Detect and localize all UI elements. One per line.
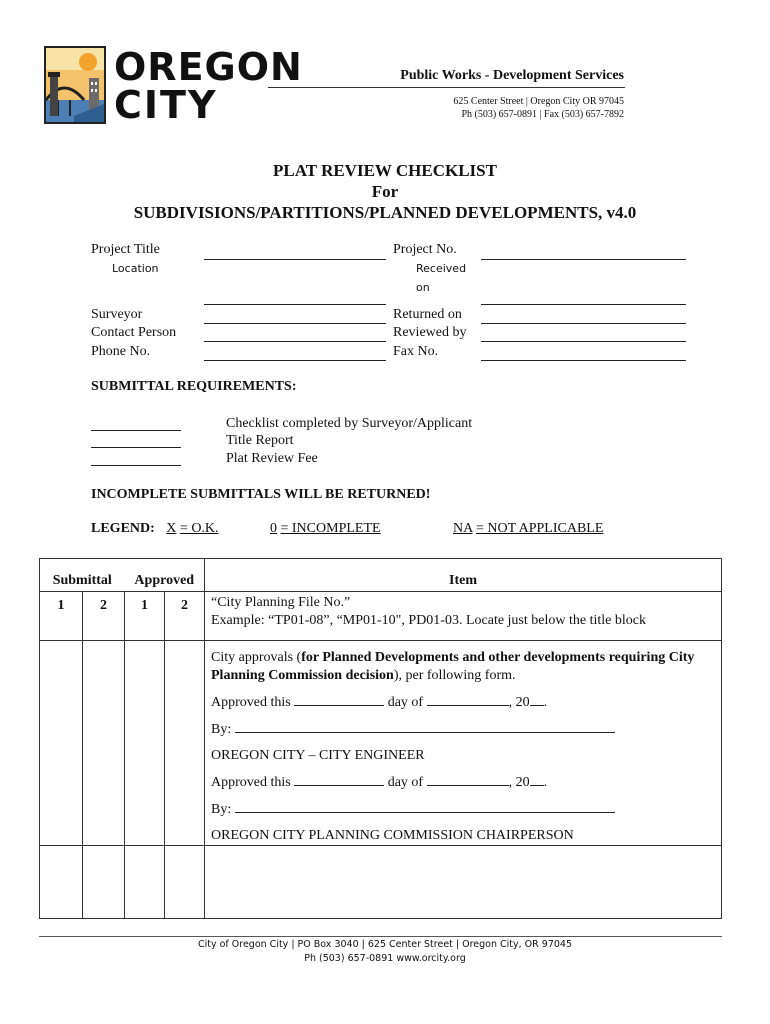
submittal-heading: SUBMITTAL REQUIREMENTS: — [91, 379, 297, 394]
surveyor-label: Surveyor — [91, 307, 143, 322]
legend — [91, 521, 219, 537]
item-cell[interactable] — [205, 846, 722, 919]
title-report-check-field[interactable] — [91, 447, 181, 448]
footer-contact: Ph (503) 657-0891 www.orcity.org — [304, 953, 466, 964]
commission-approved-month-field[interactable] — [427, 773, 509, 786]
commission-chair-title: OREGON CITY PLANNING COMMISSION CHAIRPERSON — [211, 828, 574, 843]
submittal-2-cell[interactable]: 2 — [83, 592, 125, 641]
submittal-1-cell[interactable]: 1 — [40, 592, 83, 641]
legend-na-value: = NOT APPLICABLE — [475, 521, 604, 536]
reviewed-by-field[interactable] — [481, 341, 686, 342]
engineer-approval-line: Approved this day of , 20 . — [211, 695, 548, 710]
legend-label: LEGEND: — [91, 521, 155, 536]
returned-on-label: Returned on — [393, 307, 462, 322]
page-title: PLAT REVIEW CHECKLIST — [273, 161, 497, 180]
phone-no-field[interactable] — [204, 360, 386, 361]
legend-na — [453, 521, 603, 537]
location-field[interactable] — [204, 304, 386, 305]
received-on-label: on — [416, 281, 430, 294]
item-cell — [205, 641, 722, 846]
surveyor-field[interactable] — [204, 323, 386, 324]
file-no-item: “City Planning File No.” — [211, 595, 351, 610]
city-engineer-title: OREGON CITY – CITY ENGINEER — [211, 748, 425, 763]
commission-approval-line: Approved this day of , 20 . — [211, 775, 548, 790]
approved-1-cell[interactable]: 1 — [125, 592, 165, 641]
project-no-label: Project No. — [393, 242, 457, 257]
table-row — [40, 592, 722, 641]
oregon-city-logo — [44, 46, 314, 126]
legend-zero-key: 0 — [270, 521, 277, 536]
agency-address — [453, 95, 624, 121]
table-header-row — [40, 559, 722, 592]
phone-fax-line: Ph (503) 657-0891 | Fax (503) 657-7892 — [461, 109, 624, 120]
legend-na-key: NA — [453, 521, 473, 536]
approved-1-cell[interactable] — [125, 641, 165, 846]
reviewed-by-label: Reviewed by — [393, 325, 467, 340]
file-no-example: Example: “TP01-08”, “MP01-10", PD01-03. Locate just below the title block — [211, 613, 646, 628]
city-approvals-text: City approvals (for Planned Developments and other developments requiring City Planning Commission decision), per following form. — [211, 650, 695, 683]
commission-approved-day-field[interactable] — [294, 773, 384, 786]
legend-x-value: = O.K. — [179, 521, 219, 536]
approved-2-cell[interactable] — [165, 846, 205, 919]
legend-zero-value: = INCOMPLETE — [280, 521, 381, 536]
submittal-item: Checklist completed by Surveyor/Applicant — [226, 416, 473, 431]
project-title-field[interactable] — [204, 259, 386, 260]
received-on-field[interactable] — [481, 304, 686, 305]
table-row — [40, 641, 722, 846]
title-for: For — [371, 182, 399, 201]
title-subject: SUBDIVISIONS/PARTITIONS/PLANNED DEVELOPMENTS, v4.0 — [133, 203, 637, 222]
legend-x-key: X — [166, 521, 177, 536]
contact-person-label: Contact Person — [91, 325, 177, 340]
approved-1-cell[interactable] — [125, 846, 165, 919]
returned-on-field[interactable] — [481, 323, 686, 324]
submittal-2-cell[interactable] — [83, 846, 125, 919]
logo-word-oregon: OREGON — [114, 45, 303, 89]
checklist-table — [39, 558, 722, 919]
engineer-signature-line: By: — [211, 720, 715, 739]
checklist-check-field[interactable] — [91, 430, 181, 431]
submittal-item: Plat Review Fee — [226, 451, 318, 466]
commission-signature-field[interactable] — [235, 800, 615, 813]
engineer-approved-day-field[interactable] — [294, 693, 384, 706]
table-row — [40, 846, 722, 919]
project-title-label: Project Title — [91, 242, 160, 257]
approved-2-cell[interactable] — [165, 641, 205, 846]
submittal-2-cell[interactable] — [83, 641, 125, 846]
address-line: 625 Center Street | Oregon City OR 97045 — [453, 96, 624, 107]
submittal-item: Title Report — [226, 433, 294, 448]
fax-no-field[interactable] — [481, 360, 686, 361]
fee-check-field[interactable] — [91, 465, 181, 466]
location-label: Location — [112, 262, 159, 275]
legend-zero — [270, 521, 381, 537]
fax-no-label: Fax No. — [393, 344, 439, 359]
submittal-1-cell[interactable] — [40, 641, 83, 846]
project-no-field[interactable] — [481, 259, 686, 260]
footer-divider — [39, 936, 722, 937]
submittal-1-cell[interactable] — [40, 846, 83, 919]
city-skyline-logo-icon — [44, 46, 106, 124]
received-label: Received — [416, 262, 467, 275]
approved-2-cell[interactable]: 2 — [165, 592, 205, 641]
item-cell — [205, 592, 722, 641]
engineer-signature-field[interactable] — [235, 720, 615, 733]
col-header-item: Item — [205, 559, 722, 592]
phone-no-label: Phone No. — [91, 344, 151, 359]
col-header-approved: Approved — [125, 559, 205, 592]
logo-word-city: CITY — [114, 83, 218, 127]
contact-person-field[interactable] — [204, 341, 386, 342]
commission-approved-year-field[interactable] — [530, 773, 544, 786]
footer-address: City of Oregon City | PO Box 3040 | 625 Center Street | Oregon City, OR 97045 — [197, 939, 573, 950]
commission-signature-line: By: — [211, 800, 715, 819]
incomplete-warning: INCOMPLETE SUBMITTALS WILL BE RETURNED! — [91, 487, 431, 502]
agency-name: Public Works - Development Services — [400, 68, 624, 83]
col-header-submittal: Submittal — [40, 559, 125, 592]
header-divider — [268, 87, 625, 88]
engineer-approved-month-field[interactable] — [427, 693, 509, 706]
engineer-approved-year-field[interactable] — [530, 693, 544, 706]
